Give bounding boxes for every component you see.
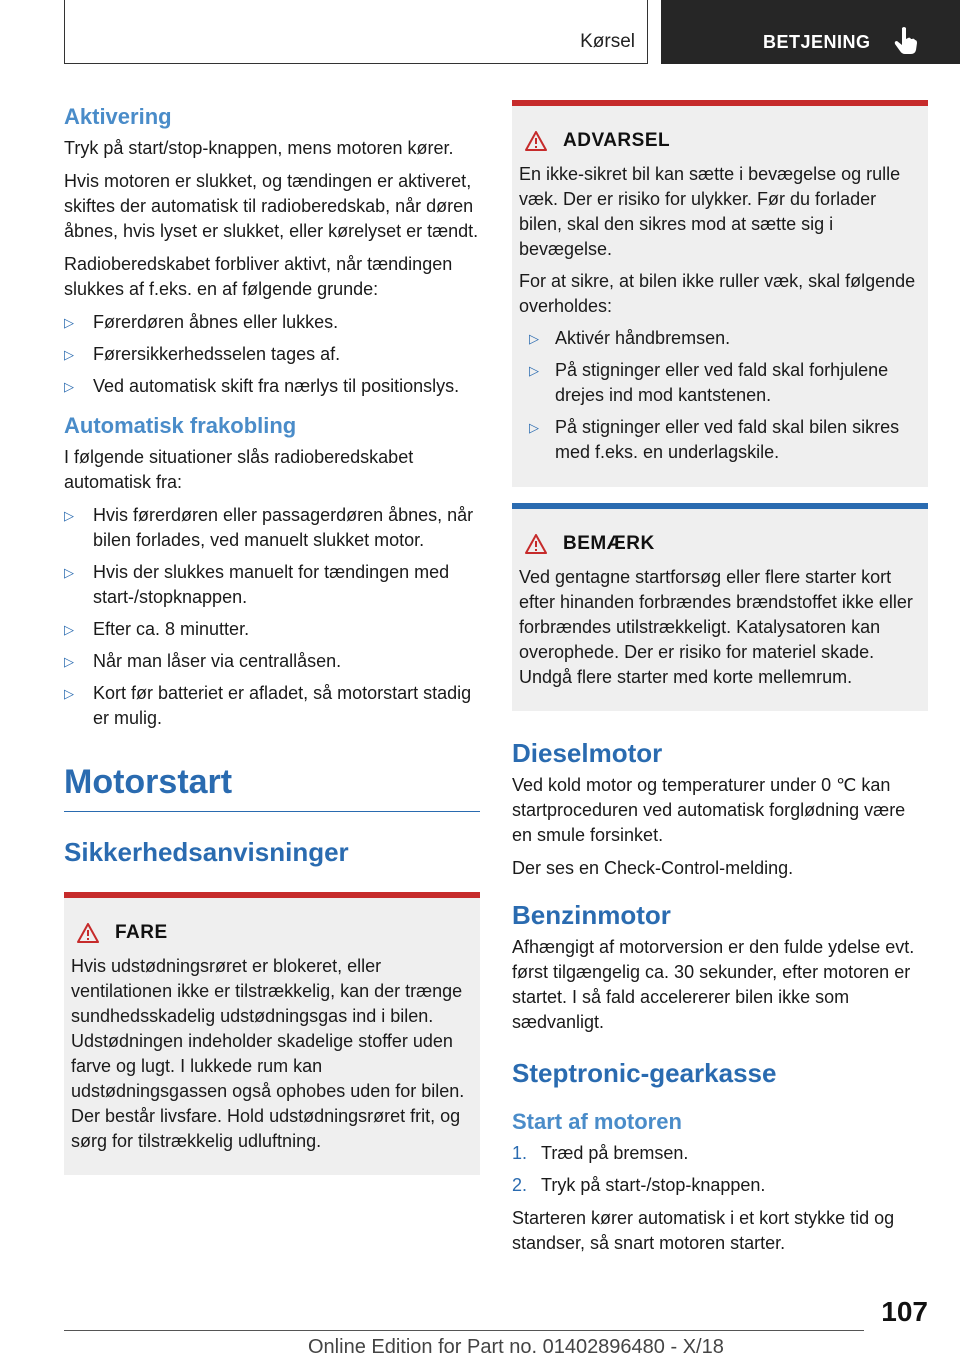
heading-benzinmotor: Benzinmotor [512,900,671,930]
list-item: ▷ Kort før batteriet er afladet, så motorstart stadig er mulig. [64,683,472,728]
paragraph: I følgende situationer slås radioberedskabet automatisk fra: [64,447,414,492]
paragraph: Ved kold motor og temperaturer under 0 ℃ kan startproceduren ved automatisk forglødning være en smule forsinket. [512,775,906,845]
triangle-bullet-icon: ▷ [64,315,74,330]
triangle-bullet-icon: ▷ [529,363,539,378]
paragraph: Tryk på start/stop-knappen, mens motoren kører. [64,138,454,158]
triangle-bullet-icon: ▷ [64,686,74,701]
numbered-list [512,1141,928,1198]
paragraph: Hvis motoren er slukket, og tændingen er aktiveret, skiftes der automatisk til radioberedskab, når døren åbnes, hvis lyset er slukket, eller kørelyset er tændt. [64,171,479,241]
list-item: ▷ Hvis der slukkes manuelt for tændingen med start-/stopknappen. [64,562,450,607]
heading-sikkerhed: Sikkerhedsanvisninger [64,837,349,867]
triangle-bullet-icon: ▷ [64,565,74,580]
list-item: ▷ Når man låser via centrallåsen. [64,649,480,674]
triangle-bullet-icon: ▷ [64,654,74,669]
pointing-hand-icon [894,26,918,56]
chapter-title: Kørsel [580,31,635,52]
warning-triangle-icon [77,923,99,943]
section-tab [661,0,960,64]
list-item: ▷ Efter ca. 8 minutter. [64,617,480,642]
list-item: ▷ På stigninger eller ved fald skal forhjulene drejes ind mod kantstenen. [529,360,889,405]
list-item: ▷ Førerdøren åbnes eller lukkes. [64,310,480,335]
triangle-bullet-icon: ▷ [64,379,74,394]
triangle-bullet-icon: ▷ [529,420,539,435]
heading-aktivering: Aktivering [64,104,172,129]
left-column [64,100,480,1191]
list-item: ▷ Hvis førerdøren eller passagerdøren åbnes, når bilen forlades, ved manuelt slukket motor. [64,505,474,550]
page-number: 107 [881,1296,928,1327]
notice-title: BEMÆRK [563,533,655,554]
warning-box [512,100,928,487]
triangle-bullet-icon: ▷ [64,622,74,637]
heading-dieselmotor: Dieselmotor [512,738,663,768]
danger-box [64,892,480,1175]
heading-motorstart: Motorstart [64,763,233,801]
heading-steptronic: Steptronic-gearkasse [512,1058,777,1088]
triangle-bullet-icon: ▷ [529,331,539,346]
triangle-bullet-icon: ▷ [64,508,74,523]
list-item: ▷ Aktivér håndbremsen. [519,326,921,351]
chapter-heading-block [64,759,480,812]
paragraph: Der ses en Check-Control-melding. [512,858,794,878]
danger-text: Hvis udstødningsrøret er blokeret, eller ventilationen ikke er tilstrækkelig, kan der trænge sundhedsskadelig udstødningsgas ind i bilen. Udstødningen indeholder skadelige stoffer uden farve og lugt. I lukkede rum kan udstødningsgassen også ophobes uden for bilen. Der består livsfare. Hold udstødningsrøret frit, og sørg for tilstrækkelig udluftning. [71,956,465,1151]
paragraph: Starteren kører automatisk i et kort stykke tid og standser, så snart motoren starter. [512,1208,895,1253]
notice-text: Ved gentagne startforsøg eller flere starter kort efter hinanden forbrændes brændstoffet ikke eller forbrændes utilstrækkeligt. Katalysatoren kan overophede. Der er risiko for materiel skade. Undgå flere starter med korte mellemrum. [519,567,913,687]
header-chapter-box [64,0,648,64]
paragraph: Radioberedskabet forbliver aktivt, når tændingen slukkes af f.eks. en af følgende grunde: [64,254,453,299]
right-column [512,100,928,1264]
paragraph: Afhængigt af motorversion er den fulde ydelse evt. først tilgængelig ca. 30 sekunder, efter motoren er startet. I så fald accelererer bilen ikke som sædvanligt. [512,937,915,1032]
paragraph: For at sikre, at bilen ikke ruller væk, skal følgende overholdes: [519,271,916,316]
warning-title: ADVARSEL [563,130,671,151]
list-item: 2. Tryk på start-/stop-knappen. [512,1175,766,1195]
bullet-list [519,326,921,465]
list-item: ▷ Ved automatisk skift fra nærlys til positionslys. [64,374,480,399]
footer-divider [64,1330,864,1331]
notice-box [512,503,928,711]
warning-triangle-icon [525,131,547,151]
list-item: ▷ Førersikkerhedsselen tages af. [64,342,480,367]
danger-title: FARE [115,922,168,943]
triangle-bullet-icon: ▷ [64,347,74,362]
section-title: BETJENING [763,32,871,52]
bullet-list [64,503,480,731]
warning-triangle-icon [525,534,547,554]
heading-start-af-motoren: Start af motoren [512,1109,682,1134]
paragraph: En ikke-sikret bil kan sætte i bevægelse og rulle væk. Der er risiko for ulykker. Før du forlader bilen, skal den sikres mod at sætte sig i bevægelse. [519,164,901,259]
list-item: 1. Træd på bremsen. [512,1143,689,1163]
heading-frakobling: Automatisk frakobling [64,413,297,438]
list-item: ▷ På stigninger eller ved fald skal bilen sikres med f.eks. en underlagskile. [529,417,900,462]
bullet-list [64,310,480,399]
footer-edition: Online Edition for Part no. 01402896480 - X/18 [308,1336,724,1358]
